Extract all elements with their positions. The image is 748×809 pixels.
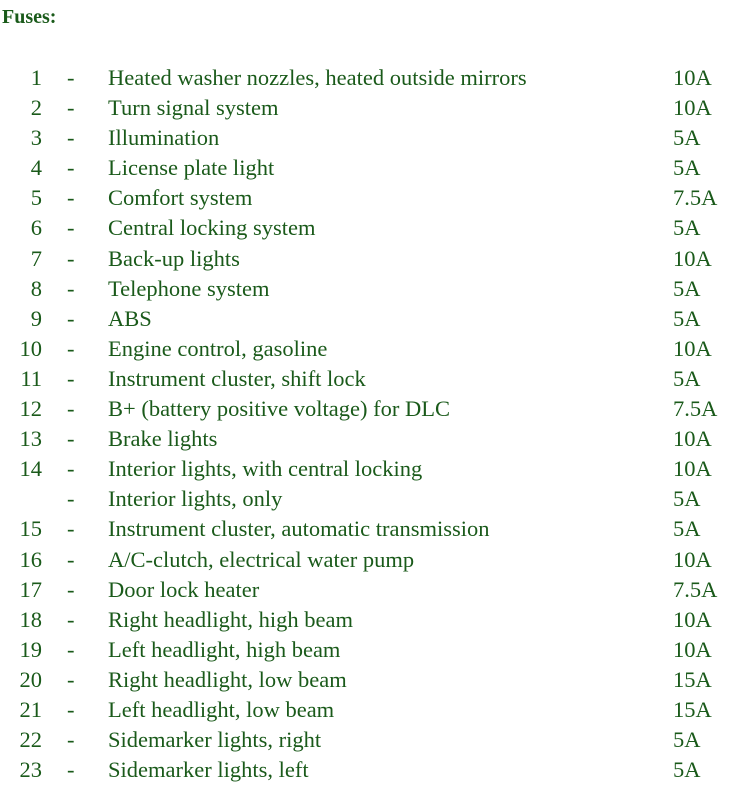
- fuse-description: Sidemarker lights, right: [108, 727, 322, 753]
- fuse-number: 21: [19, 696, 42, 722]
- fuse-number: 17: [19, 576, 42, 602]
- fuse-rating: 5A: [673, 275, 701, 301]
- fuse-number: 6: [30, 215, 42, 241]
- fuse-dash: -: [67, 576, 75, 602]
- fuse-description: Telephone system: [108, 275, 270, 301]
- fuse-row: [0, 334, 748, 364]
- fuse-description: Right headlight, low beam: [108, 666, 347, 692]
- fuse-number: 23: [19, 757, 42, 783]
- fuse-dash: -: [67, 666, 75, 692]
- fuse-dash: -: [67, 185, 75, 211]
- fuse-dash: -: [67, 696, 75, 722]
- fuse-number: 5: [30, 185, 42, 211]
- fuse-rating: 7.5A: [673, 185, 718, 211]
- fuse-description: Illumination: [108, 125, 220, 151]
- fuse-rating: 5A: [673, 305, 701, 331]
- fuse-rating: 5A: [673, 727, 701, 753]
- fuse-number: 20: [19, 666, 42, 692]
- fuse-row: [0, 424, 748, 454]
- fuse-number: 2: [30, 95, 42, 121]
- fuse-description: License plate light: [108, 155, 275, 181]
- fuse-row: [0, 545, 748, 575]
- fuse-row: [0, 304, 748, 334]
- fuse-dash: -: [67, 245, 75, 271]
- fuse-description: Central locking system: [108, 215, 316, 241]
- fuse-description: Interior lights, only: [108, 486, 283, 512]
- fuse-rating: 7.5A: [673, 396, 718, 422]
- fuse-rating: 7.5A: [673, 576, 718, 602]
- fuse-description: Engine control, gasoline: [108, 335, 328, 361]
- fuse-row: [0, 665, 748, 695]
- fuse-number: 4: [30, 155, 42, 181]
- fuse-row: [0, 213, 748, 243]
- fuse-rating: 5A: [673, 757, 701, 783]
- fuse-number: 13: [19, 426, 42, 452]
- fuse-number: 19: [19, 636, 42, 662]
- fuse-rating: 10A: [673, 335, 712, 361]
- fuse-dash: -: [67, 426, 75, 452]
- fuse-number: 10: [19, 335, 42, 361]
- fuse-rating: 10A: [673, 426, 712, 452]
- fuse-dash: -: [67, 546, 75, 572]
- fuse-description: ABS: [108, 305, 152, 331]
- fuse-number: 8: [30, 275, 42, 301]
- fuse-dash: -: [67, 486, 75, 512]
- fuse-row: [0, 274, 748, 304]
- fuse-description: Door lock heater: [108, 576, 260, 602]
- fuse-number: 15: [19, 516, 42, 542]
- fuse-dash: -: [67, 215, 75, 241]
- fuse-row: [0, 725, 748, 755]
- fuse-rating: 10A: [673, 95, 712, 121]
- fuse-dash: -: [67, 516, 75, 542]
- fuse-row: [0, 635, 748, 665]
- fuse-row: [0, 93, 748, 123]
- fuse-row: [0, 244, 748, 274]
- fuse-dash: -: [67, 396, 75, 422]
- fuse-row: [0, 755, 748, 785]
- fuse-row: [0, 394, 748, 424]
- fuse-dash: -: [67, 606, 75, 632]
- fuse-row: [0, 514, 748, 544]
- fuse-row: [0, 364, 748, 394]
- fuse-dash: -: [67, 95, 75, 121]
- fuse-number: 12: [19, 396, 42, 422]
- fuse-description: Brake lights: [108, 426, 218, 452]
- fuse-dash: -: [67, 125, 75, 151]
- fuse-list: [0, 63, 748, 785]
- fuse-number: 22: [19, 727, 42, 753]
- fuse-rating: 10A: [673, 456, 712, 482]
- fuse-rating: 15A: [673, 666, 712, 692]
- fuse-description: Turn signal system: [108, 95, 279, 121]
- fuse-rating: 5A: [673, 486, 701, 512]
- fuse-row: [0, 183, 748, 213]
- fuse-description: Interior lights, with central locking: [108, 456, 423, 482]
- fuse-rating: 15A: [673, 696, 712, 722]
- fuse-row: [0, 123, 748, 153]
- fuse-description: Instrument cluster, automatic transmission: [108, 516, 490, 542]
- fuse-description: A/C-clutch, electrical water pump: [108, 546, 415, 572]
- fuse-description: B+ (battery positive voltage) for DLC: [108, 396, 450, 422]
- fuse-number: 9: [30, 305, 42, 331]
- fuse-rating: 5A: [673, 516, 701, 542]
- fuse-description: Back-up lights: [108, 245, 240, 271]
- fuse-dash: -: [67, 757, 75, 783]
- fuse-rating: 10A: [673, 546, 712, 572]
- fuse-rating: 10A: [673, 636, 712, 662]
- fuse-number: 18: [19, 606, 42, 632]
- fuse-number: 7: [30, 245, 42, 271]
- fuse-rating: 10A: [673, 245, 712, 271]
- fuse-description: Instrument cluster, shift lock: [108, 365, 366, 391]
- fuse-row: [0, 605, 748, 635]
- fuse-dash: -: [67, 65, 75, 90]
- fuse-number: 3: [30, 125, 42, 151]
- page-title: Fuses:: [2, 6, 57, 28]
- fuse-dash: -: [67, 155, 75, 181]
- fuse-number: 11: [20, 365, 42, 391]
- fuse-dash: -: [67, 636, 75, 662]
- fuse-number: 16: [19, 546, 42, 572]
- fuse-description: Left headlight, high beam: [108, 636, 341, 662]
- fuse-description: Right headlight, high beam: [108, 606, 353, 632]
- fuse-number: 14: [19, 456, 42, 482]
- fuse-rating: 5A: [673, 215, 701, 241]
- fuse-rating: 5A: [673, 125, 701, 151]
- fuse-rating: 10A: [673, 65, 712, 90]
- fuse-rating: 5A: [673, 365, 701, 391]
- fuse-row: [0, 63, 748, 93]
- fuse-dash: -: [67, 335, 75, 361]
- fuse-row: [0, 695, 748, 725]
- fuse-row: [0, 484, 748, 514]
- fuse-dash: -: [67, 727, 75, 753]
- fuse-description: Left headlight, low beam: [108, 696, 335, 722]
- fuse-description: Comfort system: [108, 185, 253, 211]
- fuse-dash: -: [67, 275, 75, 301]
- fuse-dash: -: [67, 305, 75, 331]
- fuse-row: [0, 575, 748, 605]
- fuse-row: [0, 153, 748, 183]
- fuse-row: [0, 454, 748, 484]
- fuse-description: Sidemarker lights, left: [108, 757, 309, 783]
- fuse-rating: 5A: [673, 155, 701, 181]
- fuse-description: Heated washer nozzles, heated outside mirrors: [108, 65, 527, 90]
- fuse-rating: 10A: [673, 606, 712, 632]
- fuse-number: 1: [30, 65, 42, 90]
- fuse-dash: -: [67, 456, 75, 482]
- fuse-dash: -: [67, 365, 75, 391]
